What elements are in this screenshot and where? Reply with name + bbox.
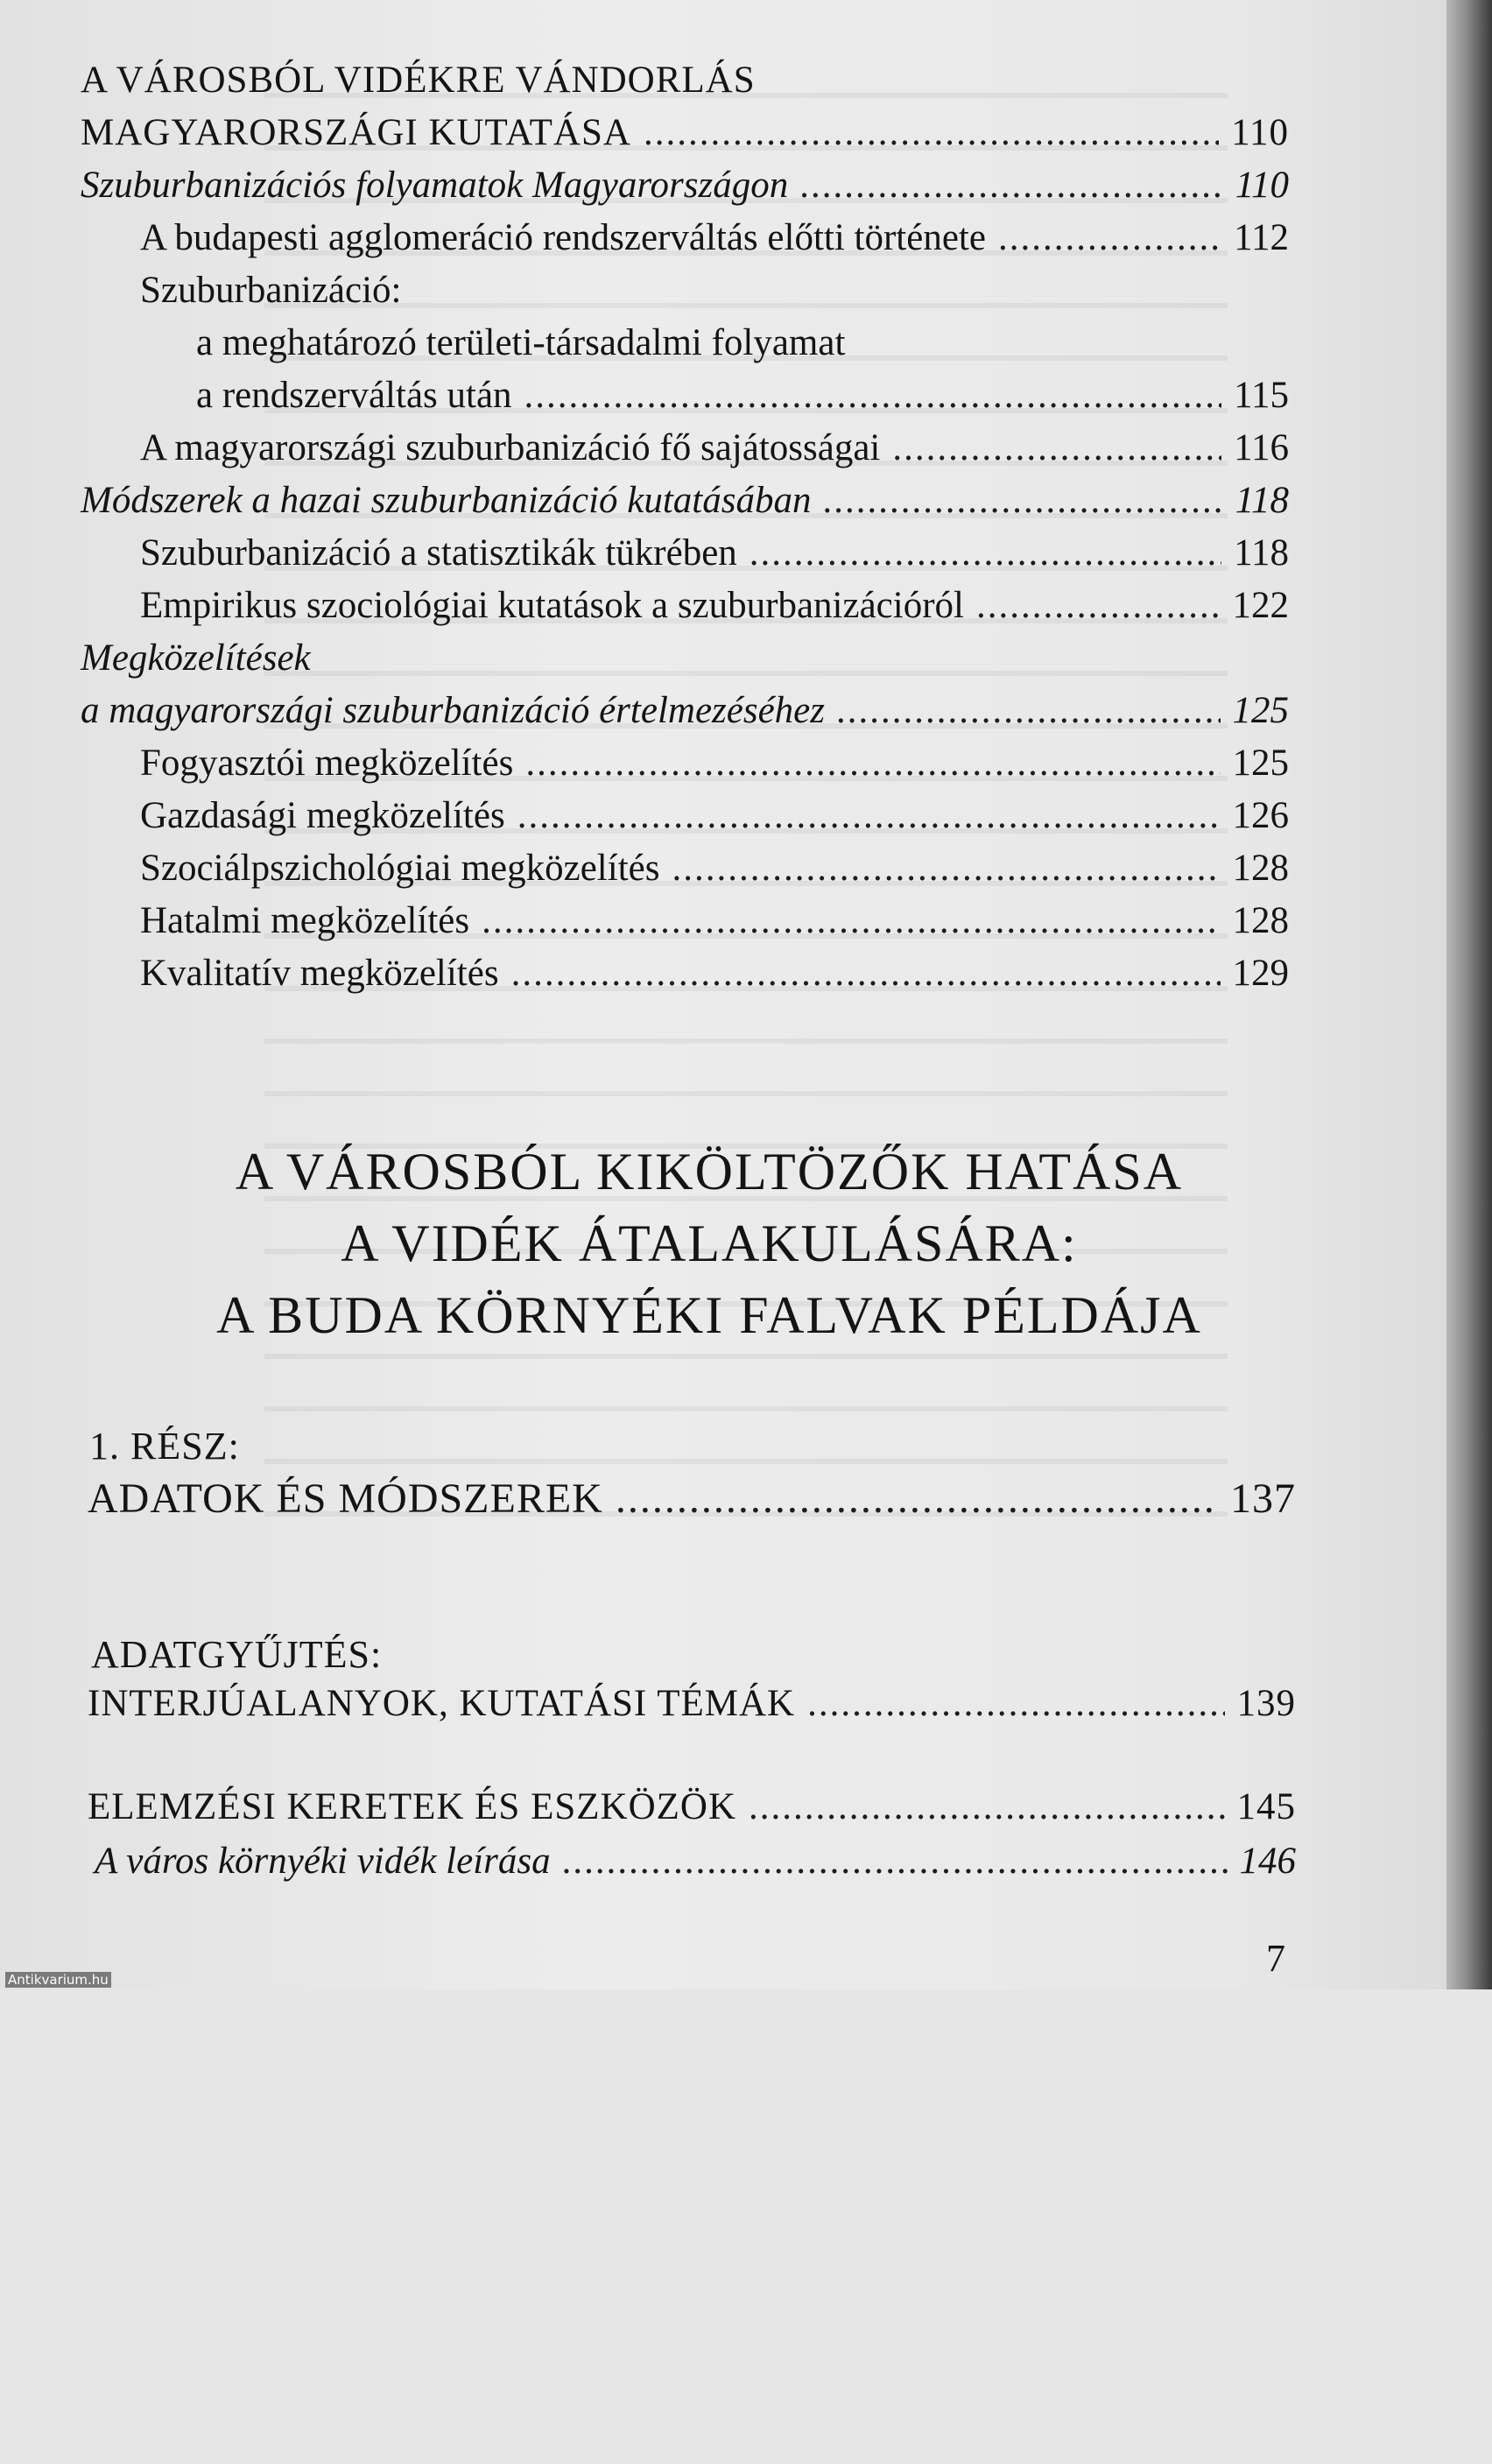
dot-leader <box>511 946 1221 1002</box>
toc-entry: Szociálpszichológiai megközelítés ..... 128 <box>140 841 1289 897</box>
section-label: ADATGYŰJTÉS: <box>91 1633 383 1676</box>
toc-entry: ELEMZÉSI KERETEK ÉS ESZKÖZÖK ..... 145 <box>88 1779 1296 1835</box>
toc-entry: Megközelítések <box>81 637 311 679</box>
dot-leader <box>482 893 1220 949</box>
dot-leader <box>644 105 1219 161</box>
toc-entry: INTERJÚALANYOK, KUTATÁSI TÉMÁK ..... 139 <box>88 1676 1296 1732</box>
watermark: Antikvarium.hu <box>5 1972 111 1988</box>
toc-entry: Fogyasztói megközelítés ..... 125 <box>140 736 1289 792</box>
book-spine-shadow <box>1446 0 1492 1989</box>
dot-leader <box>807 1676 1224 1732</box>
dot-leader <box>892 420 1221 476</box>
toc-entry: Szuburbanizációs folyamatok Magyarországon ..... 110 <box>81 158 1289 214</box>
toc-entry: A város környéki vidék leírása ..... 146 <box>95 1834 1296 1890</box>
upper-toc <box>81 53 1289 1103</box>
toc-heading: A VÁROSBÓL VIDÉKRE VÁNDORLÁS <box>81 60 756 101</box>
toc-entry: Kvalitatív megközelítés ..... 129 <box>140 946 1289 1002</box>
toc-entry: MAGYARORSZÁGI KUTATÁSA ..... 110 <box>81 105 1289 161</box>
page-number: 7 <box>1266 1937 1285 1980</box>
toc-entry: A magyarországi szuburbanizáció fő sajátosságai ..... 116 <box>140 420 1289 476</box>
toc-entry: Hatalmi megközelítés ..... 128 <box>140 893 1289 949</box>
dot-leader <box>749 1779 1224 1835</box>
toc-entry: a meghatározó területi-társadalmi folyamat <box>196 322 846 363</box>
toc-entry: Empirikus szociológiai kutatások a szuburbanizációról ..... 122 <box>140 578 1289 634</box>
toc-entry: Módszerek a hazai szuburbanizáció kutatásában ..... 118 <box>81 473 1289 529</box>
toc-entry: Szuburbanizáció: <box>140 270 402 311</box>
dot-leader <box>800 158 1222 214</box>
dot-leader <box>517 788 1221 844</box>
dot-leader <box>837 683 1221 739</box>
dot-leader <box>824 473 1223 529</box>
toc-entry: a rendszerváltás után ..... 115 <box>196 368 1289 424</box>
part-title: A VÁROSBÓL KIKÖLTÖZŐK HATÁSA A VIDÉK ÁTALAKULÁSÁRA: A BUDA KÖRNYÉKI FALVAK PÉLDÁJA <box>216 1143 1202 1344</box>
dot-leader <box>524 368 1222 424</box>
toc-entry: Gazdasági megközelítés ..... 126 <box>140 788 1289 844</box>
part-label: 1. RÉSZ: <box>89 1425 240 1468</box>
dot-leader <box>672 841 1220 897</box>
toc-entry: A budapesti agglomeráció rendszerváltás előtti története ..... 112 <box>140 210 1289 266</box>
toc-entry: ADATOK ÉS MÓDSZEREK ..... 137 <box>88 1471 1296 1527</box>
dot-leader <box>998 210 1221 266</box>
dot-leader <box>563 1834 1228 1890</box>
dot-leader <box>525 736 1220 792</box>
dot-leader <box>976 578 1221 634</box>
dot-leader <box>616 1471 1218 1527</box>
lower-toc-section <box>88 1676 1296 2464</box>
toc-entry: a magyarországi szuburbanizáció értelmezéséhez ..... 125 <box>81 683 1289 739</box>
toc-entry: Szuburbanizáció a statisztikák tükrében ..... 118 <box>140 525 1289 581</box>
dot-leader <box>750 525 1221 581</box>
